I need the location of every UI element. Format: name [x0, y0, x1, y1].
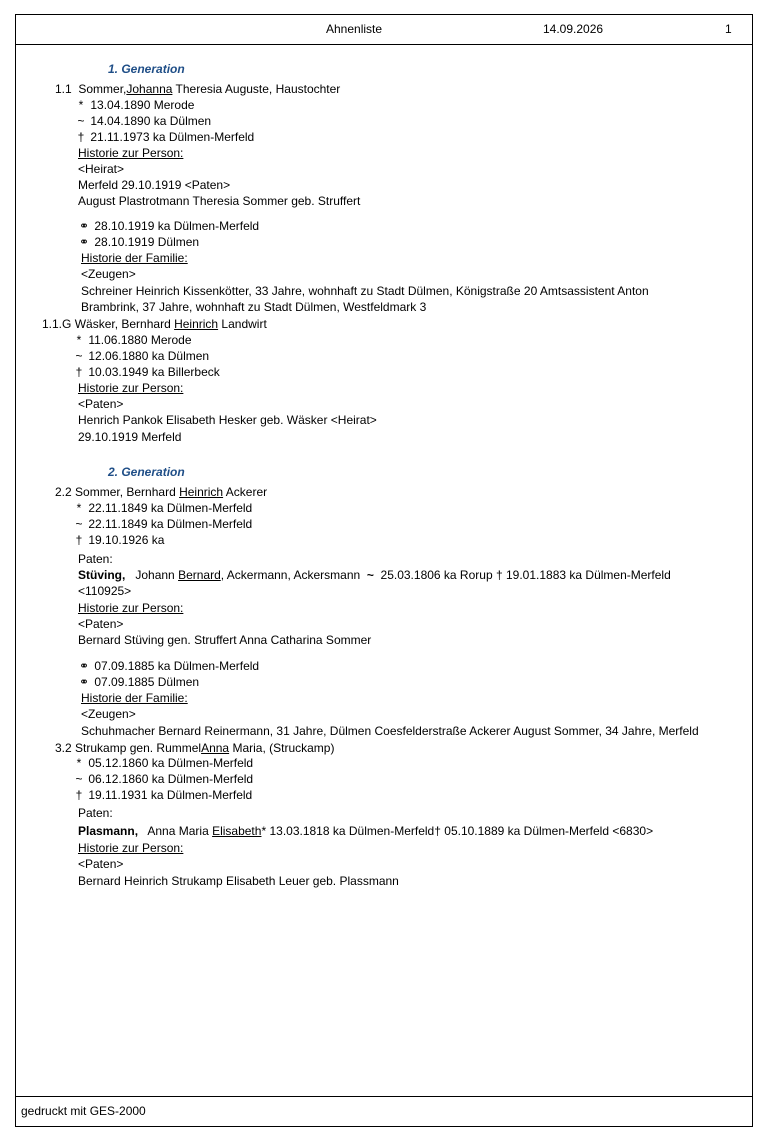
family-history-line: Brambrink, 37 Jahre, wohnhaft zu Stadt Dülmen, Westfeldmark 3 — [81, 300, 427, 314]
birth-line — [73, 500, 252, 516]
person-number: 1.1.G — [42, 317, 72, 331]
paten-label: Paten: — [78, 806, 113, 820]
history-person-label: Historie zur Person: — [78, 146, 184, 160]
history-line: Bernard Heinrich Strukamp Elisabeth Leuer geb. Plassmann — [78, 874, 399, 888]
person-name-rest: Landwirt — [218, 317, 267, 331]
death-icon: † — [495, 568, 503, 582]
family-history-line: Schuhmacher Bernard Reinermann, 31 Jahre, Dülmen Coesfelderstraße Ackerer August Sommer, 34 Jahre, Merfeld — [81, 724, 699, 738]
death-icon: † — [434, 824, 441, 838]
history-line: Bernard Stüving gen. Struffert Anna Catharina Sommer — [78, 633, 372, 647]
godparent-id: <6830> — [612, 824, 654, 838]
marriage-text: 28.10.1919 Dülmen — [94, 235, 200, 249]
generation-2-heading: 2. Generation — [108, 465, 185, 479]
death-icon: † — [75, 788, 83, 802]
birth-icon: * — [261, 824, 267, 838]
history-family-label: Historie der Familie: — [81, 251, 188, 265]
family-history-line: <Zeugen> — [81, 267, 136, 281]
godparent-birth: 13.03.1818 ka Dülmen-Merfeld — [269, 824, 435, 838]
history-line: Henrich Pankok Elisabeth Hesker geb. Wäsker <Heirat> — [78, 413, 377, 427]
marriage-text: 07.09.1885 Dülmen — [94, 675, 200, 689]
birth-line — [73, 755, 253, 771]
footer-divider — [15, 1096, 753, 1097]
report-title: Ahnenliste — [326, 22, 383, 36]
baptism-icon: ~ — [75, 517, 83, 531]
death-icon: † — [75, 533, 83, 547]
godparent-line — [78, 567, 671, 583]
death-text: 21.11.1973 ka Dülmen-Merfeld — [90, 130, 255, 144]
death-line — [73, 532, 164, 548]
birth-icon: * — [76, 333, 82, 347]
history-line: August Plastrotmann Theresia Sommer geb. Struffert — [78, 194, 361, 208]
header-divider — [15, 44, 753, 45]
history-line: 29.10.1919 Merfeld — [78, 430, 182, 444]
birth-line — [73, 332, 192, 348]
marriage-icon: ⚭ — [78, 659, 90, 673]
birth-text: 13.04.1890 Merode — [90, 98, 195, 112]
birth-icon: * — [78, 98, 84, 112]
baptism-text: 06.12.1860 ka Dülmen-Merfeld — [88, 772, 254, 786]
person-name-rest: Theresia Auguste, Haustochter — [172, 82, 341, 96]
marriage-line — [77, 234, 199, 250]
birth-text: 22.11.1849 ka Dülmen-Merfeld — [88, 501, 253, 515]
person-name: Wäsker, Bernhard — [74, 317, 175, 331]
person-2-2-header — [55, 484, 267, 500]
godparent-profession: , Ackermann, Ackersmann — [220, 568, 361, 582]
godparent-call-name: Elisabeth — [212, 824, 262, 838]
godparent-baptism: 25.03.1806 ka Rorup — [380, 568, 493, 582]
person-name: Sommer, — [78, 82, 127, 96]
baptism-text: 22.11.1849 ka Dülmen-Merfeld — [88, 517, 253, 531]
death-text: 19.11.1931 ka Dülmen-Merfeld — [88, 788, 253, 802]
person-number: 3.2 — [55, 741, 72, 755]
history-line: <Paten> — [78, 617, 124, 631]
history-person-label: Historie zur Person: — [78, 841, 184, 855]
person-name: Sommer, Bernhard — [75, 485, 180, 499]
person-1-1-header — [55, 81, 340, 97]
godparent-death: 19.01.1883 ka Dülmen-Merfeld — [506, 568, 671, 582]
paten-label: Paten: — [78, 552, 113, 566]
godparent-death: 05.10.1889 ka Dülmen-Merfeld — [444, 824, 610, 838]
marriage-icon: ⚭ — [78, 675, 90, 689]
marriage-icon: ⚭ — [78, 235, 90, 249]
baptism-icon: ~ — [366, 568, 374, 582]
history-line: Merfeld 29.10.1919 <Paten> — [78, 178, 231, 192]
godparent-surname: Stüving, — [78, 568, 126, 582]
call-name: Heinrich — [174, 317, 219, 331]
birth-icon: * — [76, 756, 82, 770]
marriage-text: 28.10.1919 ka Dülmen-Merfeld — [94, 219, 260, 233]
baptism-line — [73, 771, 253, 787]
person-name-rest: Ackerer — [223, 485, 268, 499]
godparent-line — [78, 823, 653, 839]
history-line: <Heirat> — [78, 162, 125, 176]
history-line: <Paten> — [78, 397, 124, 411]
birth-text: 05.12.1860 ka Dülmen-Merfeld — [88, 756, 254, 770]
baptism-line — [73, 348, 209, 364]
marriage-line — [77, 218, 259, 234]
godparent-name: Anna Maria — [147, 824, 213, 838]
marriage-line — [77, 674, 199, 690]
call-name: Anna — [201, 741, 230, 755]
baptism-line — [73, 516, 252, 532]
family-history-line: Schreiner Heinrich Kissenkötter, 33 Jahre, wohnhaft zu Stadt Dülmen, Königstraße 20 Amtsassistent Anton — [81, 284, 649, 298]
birth-icon: * — [76, 501, 82, 515]
person-name-rest: Maria, (Struckamp) — [229, 741, 335, 755]
history-person-label: Historie zur Person: — [78, 601, 184, 615]
history-person-label: Historie zur Person: — [78, 381, 184, 395]
page-number: 1 — [725, 22, 732, 36]
generation-1-heading: 1. Generation — [108, 62, 185, 76]
marriage-text: 07.09.1885 ka Dülmen-Merfeld — [94, 659, 260, 673]
baptism-line — [75, 113, 211, 129]
death-line — [73, 364, 220, 380]
birth-line — [75, 97, 194, 113]
person-1-1-g-header — [42, 316, 267, 332]
baptism-icon: ~ — [75, 349, 83, 363]
death-text: 10.03.1949 ka Billerbeck — [88, 365, 220, 379]
person-number: 1.1 — [55, 82, 72, 96]
baptism-icon: ~ — [75, 772, 83, 786]
call-name: Johanna — [126, 82, 173, 96]
death-line — [75, 129, 254, 145]
death-text: 19.10.1926 ka — [88, 533, 165, 547]
history-family-label: Historie der Familie: — [81, 691, 188, 705]
baptism-text: 12.06.1880 ka Dülmen — [88, 349, 210, 363]
godparent-name: Johann — [135, 568, 179, 582]
family-history-line: <Zeugen> — [81, 707, 136, 721]
report-date: 14.09.2026 — [543, 22, 604, 36]
birth-text: 11.06.1880 Merode — [88, 333, 192, 347]
death-icon: † — [77, 130, 85, 144]
history-line: <Paten> — [78, 857, 124, 871]
baptism-text: 14.04.1890 ka Dülmen — [90, 114, 212, 128]
footer-printed-with: gedruckt mit GES-2000 — [21, 1104, 146, 1118]
godparent-surname: Plasmann, — [78, 824, 139, 838]
baptism-icon: ~ — [77, 114, 85, 128]
person-name: Strukamp gen. Rummel — [75, 741, 202, 755]
call-name: Heinrich — [179, 485, 224, 499]
death-icon: † — [75, 365, 83, 379]
marriage-icon: ⚭ — [78, 219, 90, 233]
death-line — [73, 787, 252, 803]
marriage-line — [77, 658, 259, 674]
godparent-call-name: Bernard — [178, 568, 221, 582]
person-number: 2.2 — [55, 485, 72, 499]
person-3-2-header — [55, 740, 334, 756]
godparent-id: <110925> — [78, 584, 132, 598]
